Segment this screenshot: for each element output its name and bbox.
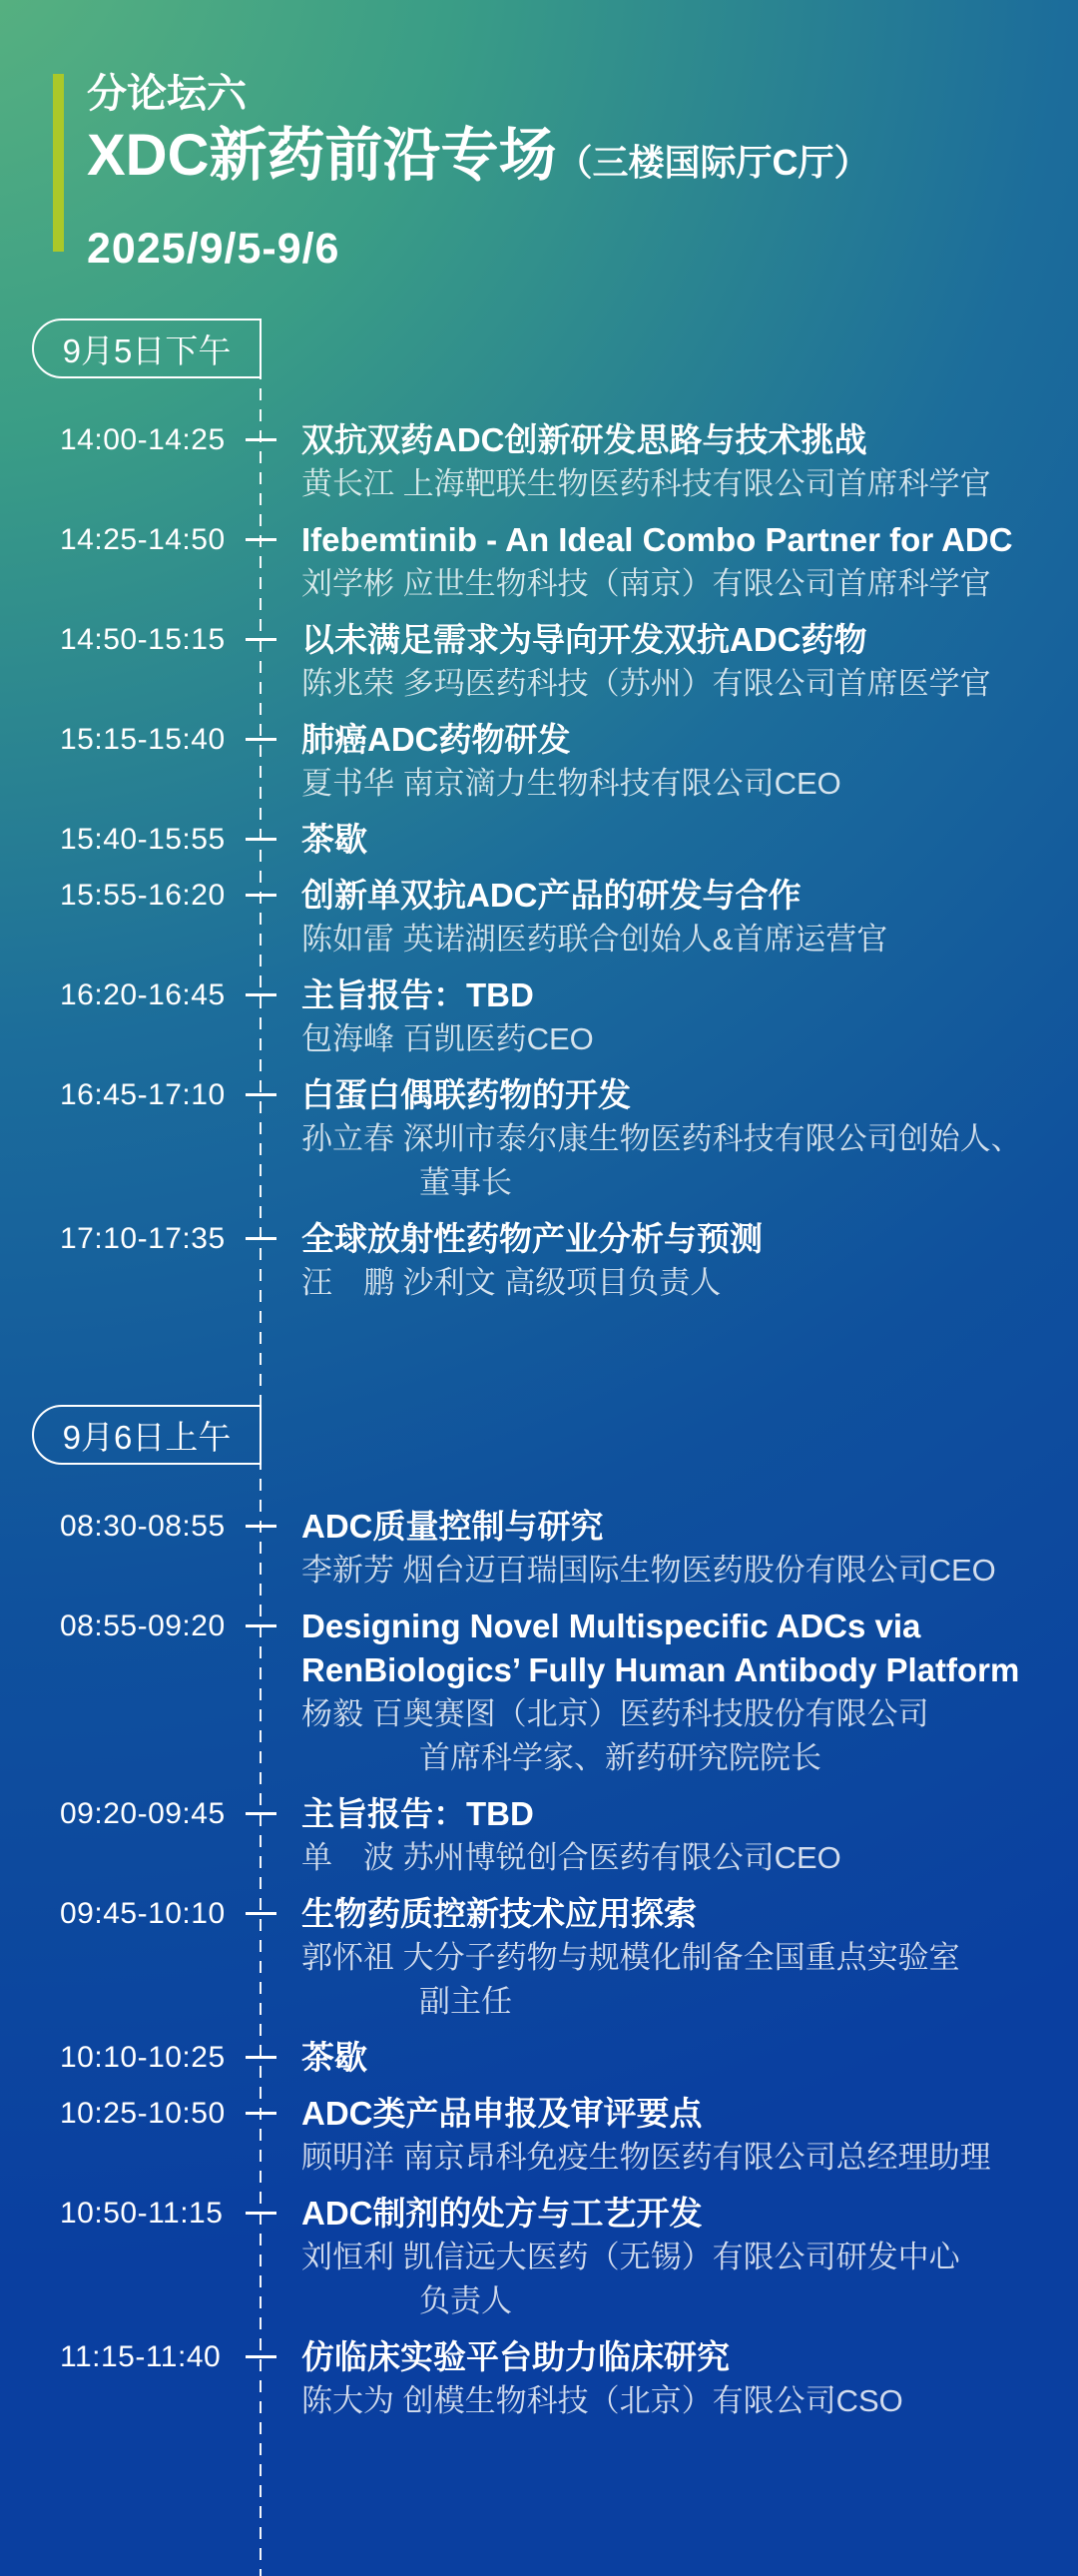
agenda-item [0,1217,1078,1305]
item-content [301,973,1045,1061]
item-title: ADC制剂的处方与工艺开发 [301,2195,703,2232]
item-speaker: 单 波 苏州博锐创合医药有限公司CEO [301,1840,841,1875]
agenda-item [0,1892,1078,2024]
agenda-item [0,2092,1078,2180]
item-title: 仿临床实验平台助力临床研究 [301,2338,730,2375]
accent-bar [53,74,64,252]
item-content [301,2192,1045,2323]
item-speaker: 夏书华 南京滴力生物科技有限公司CEO [301,766,841,801]
item-time: 10:50-11:15 [60,2197,224,2230]
item-content [301,618,1045,706]
item-content [301,418,1045,506]
item-content [301,2036,1045,2080]
item-title: 主旨报告：TBD [301,1795,534,1832]
item-time: 17:10-17:35 [60,1222,226,1255]
agenda-item [0,418,1078,506]
item-title: Ifebemtinib - An Ideal Combo Partner for ADC [301,521,1013,558]
item-speaker: 杨毅 百奥赛图（北京）医药科技股份有限公司 [301,1696,929,1731]
item-time: 08:30-08:55 [60,1510,226,1543]
item-time: 15:40-15:55 [60,823,226,856]
item-speaker: 李新芳 烟台迈百瑞国际生物医药股份有限公司CEO [301,1553,996,1588]
section-badge: 9月6日上午 [32,1405,262,1465]
item-content [301,1892,1045,2024]
forum-label: 分论坛六 [87,72,247,116]
item-speaker: 首席科学家、新药研究院院长 [419,1740,821,1775]
item-title: 双抗双药ADC创新研发思路与技术挑战 [301,421,867,458]
item-speaker: 陈如雷 英诺湖医药联合创始人&首席运营官 [301,922,888,957]
item-time: 16:20-16:45 [60,978,226,1011]
item-speaker: 顾明洋 南京昂科免疫生物医药有限公司总经理助理 [301,2140,991,2175]
item-speaker: 黄长江 上海靶联生物医药科技有限公司首席科学官 [301,466,991,501]
item-title: RenBiologics’ Fully Human Antibody Platform [301,1651,1020,1688]
item-title: 白蛋白偶联药物的开发 [301,1076,631,1113]
agenda-item [0,818,1078,862]
item-speaker: 董事长 [419,1165,512,1200]
item-time: 10:25-10:50 [60,2097,226,2130]
item-title: 生物药质控新技术应用探索 [301,1895,697,1932]
item-content [301,874,1045,962]
agenda-item [0,1605,1078,1780]
item-content [301,2092,1045,2180]
agenda-item [0,618,1078,706]
event-dates: 2025/9/5-9/6 [87,225,340,273]
section-badge: 9月5日下午 [32,319,262,378]
title-row [87,122,1078,205]
agenda [0,319,1078,2423]
page-title: XDC新药前沿专场 [87,123,557,188]
item-title: ADC类产品申报及审评要点 [301,2095,703,2132]
item-content [301,518,1045,606]
item-content [301,718,1045,806]
item-content [301,1073,1045,1205]
item-title: 创新单双抗ADC产品的研发与合作 [301,877,802,914]
item-content [301,1217,1045,1305]
agenda-item [0,1792,1078,1880]
agenda-item [0,2036,1078,2080]
item-time: 11:15-11:40 [60,2340,222,2373]
item-title: 茶歇 [301,821,367,858]
item-speaker: 郭怀祖 大分子药物与规模化制备全国重点实验室 [301,1940,960,1975]
item-content [301,1505,1045,1593]
item-time: 09:20-09:45 [60,1797,226,1830]
item-speaker: 刘恒利 凯信远大医药（无锡）有限公司研发中心 [301,2240,960,2274]
item-title: 主旨报告：TBD [301,976,534,1013]
item-content [301,818,1045,862]
item-title: ADC质量控制与研究 [301,1508,604,1545]
item-speaker: 包海峰 百凯医药CEO [301,1021,594,1056]
item-speaker: 陈兆荣 多玛医药科技（苏州）有限公司首席医学官 [301,666,991,701]
item-speaker: 孙立春 深圳市泰尔康生物医药科技有限公司创始人、 [301,1121,1022,1156]
item-time: 14:00-14:25 [60,423,226,456]
agenda-item [0,2335,1078,2423]
agenda-item [0,518,1078,606]
item-content [301,2335,1045,2423]
item-speaker: 汪 鹏 沙利文 高级项目负责人 [301,1265,722,1300]
item-speaker: 负责人 [419,2283,512,2318]
item-time: 10:10-10:25 [60,2041,226,2074]
item-speaker: 刘学彬 应世生物科技（南京）有限公司首席科学官 [301,566,991,601]
agenda-item [0,2192,1078,2323]
item-title: 茶歇 [301,2039,367,2076]
item-time: 16:45-17:10 [60,1078,226,1111]
agenda-item [0,718,1078,806]
venue-label: （三楼国际厅C厅） [556,142,870,183]
item-content [301,1605,1045,1780]
item-time: 14:50-15:15 [60,623,226,656]
item-speaker: 副主任 [419,1984,512,2019]
item-time: 14:25-14:50 [60,523,226,556]
item-content [301,1792,1045,1880]
item-time: 15:15-15:40 [60,723,226,756]
item-title: 以未满足需求为导向开发双抗ADC药物 [301,621,867,658]
agenda-item [0,874,1078,962]
item-title: Designing Novel Multispecific ADCs via [301,1608,921,1644]
agenda-item [0,973,1078,1061]
agenda-item [0,1073,1078,1205]
item-time: 15:55-16:20 [60,879,226,912]
item-title: 全球放射性药物产业分析与预测 [301,1220,763,1257]
item-time: 09:45-10:10 [60,1897,226,1930]
agenda-item [0,1505,1078,1593]
item-time: 08:55-09:20 [60,1610,226,1642]
poster-header [87,70,1078,275]
item-title: 肺癌ADC药物研发 [301,721,571,758]
item-speaker: 陈大为 创模生物科技（北京）有限公司CSO [301,2383,903,2418]
